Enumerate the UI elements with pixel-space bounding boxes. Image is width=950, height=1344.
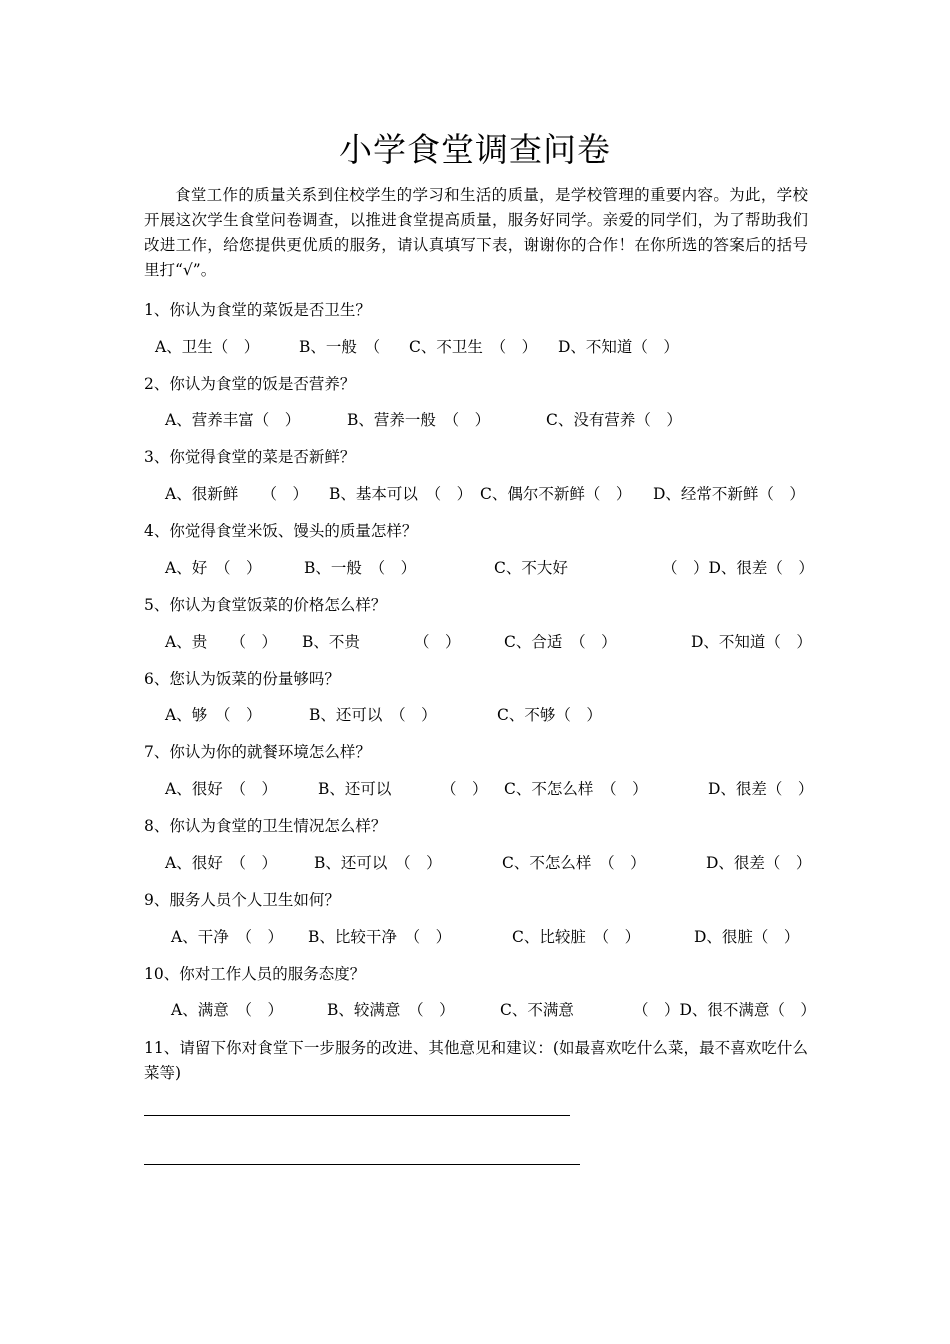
option-7a[interactable]: A、很好 （ ）	[165, 780, 277, 798]
option-7b-bracket[interactable]: （ ）	[441, 780, 488, 798]
option-5a[interactable]: A、贵 （ ）	[165, 633, 277, 651]
question-2: 2、你认为食堂的饭是否营养？	[144, 375, 356, 393]
option-5b[interactable]: B、不贵	[302, 633, 360, 651]
option-8c[interactable]: C、不怎么样 （ ）	[502, 854, 646, 872]
option-4a[interactable]: A、好 （ ）	[165, 559, 262, 577]
option-9c[interactable]: C、比较脏 （ ）	[512, 928, 641, 946]
option-7d[interactable]: D、很差（ ）	[708, 780, 814, 798]
option-9b[interactable]: B、比较干净 （ ）	[308, 928, 452, 946]
options-5	[0, 631, 950, 653]
option-5c[interactable]: C、合适 （ ）	[504, 633, 617, 651]
option-6c[interactable]: C、不够（ ）	[497, 706, 602, 724]
options-6	[0, 704, 950, 726]
options-9	[0, 926, 950, 948]
options-4	[0, 557, 950, 579]
option-1d[interactable]: D、不知道（ ）	[558, 338, 679, 356]
question-6: 6、您认为饭菜的份量够吗？	[144, 670, 340, 688]
option-10d[interactable]: （ ）D、很不满意（ ）	[633, 1001, 816, 1019]
answer-line-2[interactable]	[144, 1164, 580, 1165]
option-2c[interactable]: C、没有营养（ ）	[546, 411, 682, 429]
options-2	[0, 409, 950, 431]
question-1: 1、你认为食堂的菜饭是否卫生？	[144, 301, 371, 319]
option-9d[interactable]: D、很脏（ ）	[694, 928, 800, 946]
option-4c[interactable]: C、不大好	[494, 559, 568, 577]
options-10	[0, 999, 950, 1021]
option-2a[interactable]: A、营养丰富（ ）	[165, 411, 301, 429]
option-3c[interactable]: C、偶尔不新鲜（ ）	[480, 485, 632, 503]
option-5d[interactable]: D、不知道（ ）	[691, 633, 812, 651]
question-10: 10、你对工作人员的服务态度？	[144, 965, 366, 983]
option-1a[interactable]: A、卫生（ ）	[155, 338, 260, 356]
options-8	[0, 852, 950, 874]
option-8b[interactable]: B、还可以 （ ）	[314, 854, 442, 872]
option-7c[interactable]: C、不怎么样 （ ）	[504, 780, 648, 798]
question-11: 11、请留下你对食堂下一步服务的改进、其他意见和建议：(如最喜欢吃什么菜，最不喜欢吃什么菜等)	[144, 1039, 808, 1082]
option-6b[interactable]: B、还可以 （ ）	[309, 706, 437, 724]
option-6a[interactable]: A、够 （ ）	[165, 706, 262, 724]
question-5: 5、你认为食堂饭菜的价格怎么样？	[144, 596, 387, 614]
answer-line-1[interactable]	[144, 1115, 570, 1116]
question-3: 3、你觉得食堂的菜是否新鲜？	[144, 448, 356, 466]
question-9: 9、服务人员个人卫生如何？	[144, 891, 340, 909]
question-4: 4、你觉得食堂米饭、馒头的质量怎样？	[144, 522, 418, 540]
page-title: 小学食堂调查问卷	[339, 130, 611, 169]
option-8d[interactable]: D、很差（ ）	[706, 854, 812, 872]
option-1c[interactable]: C、不卫生 （ ）	[409, 338, 538, 356]
question-7: 7、你认为你的就餐环境怎么样？	[144, 743, 371, 761]
option-9a[interactable]: A、干净 （ ）	[171, 928, 283, 946]
option-2b[interactable]: B、营养一般 （ ）	[347, 411, 491, 429]
option-7b[interactable]: B、还可以	[318, 780, 392, 798]
option-3d[interactable]: D、经常不新鲜（ ）	[653, 485, 805, 503]
option-10b[interactable]: B、较满意 （ ）	[327, 1001, 455, 1019]
options-7	[0, 778, 950, 800]
option-10c[interactable]: C、不满意	[500, 1001, 574, 1019]
option-4d[interactable]: （ ）D、很差（ ）	[662, 559, 814, 577]
question-8: 8、你认为食堂的卫生情况怎么样？	[144, 817, 387, 835]
options-1	[0, 336, 950, 358]
option-4b[interactable]: B、一般 （ ）	[304, 559, 417, 577]
option-1b[interactable]: B、一般 （	[299, 338, 381, 356]
option-3b[interactable]: B、基本可以 （ ）	[329, 485, 473, 503]
options-3	[0, 483, 950, 505]
option-8a[interactable]: A、很好 （ ）	[165, 854, 277, 872]
intro-paragraph: 食堂工作的质量关系到住校学生的学习和生活的质量，是学校管理的重要内容。为此，学校开展这次学生食堂问卷调查，以推进食堂提高质量，服务好同学。亲爱的同学们，为了帮助我们改进工作，给您提供更优质的服务，请认真填写下表，谢谢你的合作！在你所选的答案后的括号里打“√”。	[144, 186, 808, 279]
option-5b-bracket[interactable]: （ ）	[414, 633, 461, 651]
option-10a[interactable]: A、满意 （ ）	[171, 1001, 283, 1019]
option-3a[interactable]: A、很新鲜 （ ）	[165, 485, 308, 503]
